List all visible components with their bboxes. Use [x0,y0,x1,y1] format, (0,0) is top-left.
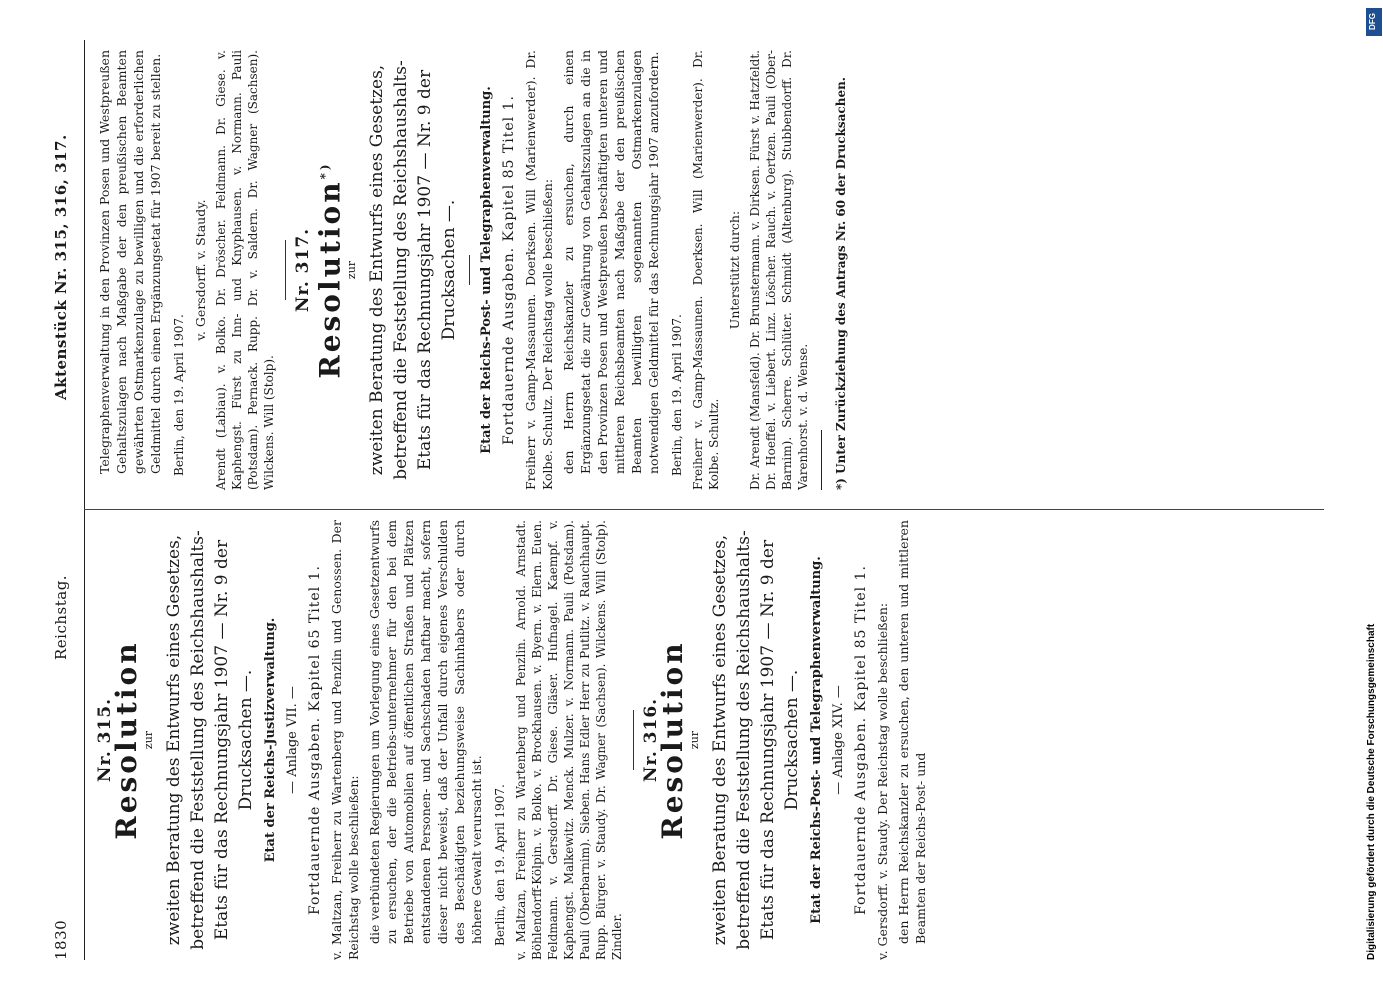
zur-label: zur [345,260,359,280]
zur-label: zur [688,730,701,750]
doc-number: Nr. 315. [95,697,115,783]
column-divider [84,509,1324,510]
motion-date: Berlin, den 19. April 1907. [172,314,186,476]
etat-heading: Etat der Reichs-Post- und Telegraphenverwaltung. [809,556,824,924]
motion-text-continued: Telegraphenverwaltung in den Provinzen Posen und Westpreußen Gehaltszulagen nach Maßgabe der den preußischen Beamten gewährten Ostmarkenzulage zu bewilligen und die erforderlichen Geldmittel durch einen Ergänzungsetat für 1907 bereit zu stellen. [97,50,163,474]
footnote-rule [821,430,822,490]
doc-heading-wrap [313,50,347,490]
section-divider [633,710,634,770]
etat-heading: Etat der Reichs-Post- und Telegraphenverwaltung. [479,86,495,454]
ausgaben-label: Fortdauernde Ausgaben. Kapitel 85 Titel 1. [501,95,518,445]
header-aktenstueck: Aktenstück Nr. 315, 316, 317. [52,134,70,400]
header-source: Reichstag. [52,574,70,660]
motion-date: Berlin, den 19. April 1907. [670,314,685,476]
motion-intro: v. Maltzan, Freiherr zu Wartenberg und Penzlin und Genossen. Der Reichstag wolle beschließen: [329,520,361,960]
doc-heading: Resolution [313,179,347,379]
doc-number: Nr. 316. [641,697,661,783]
footnote: *) Unter Zurückziehung des Antrags Nr. 60 der Drucksachen. [834,77,849,490]
anlage-label: — Anlage VII. — [285,686,300,794]
resolution-315 [96,520,625,960]
motion-text: den Herrn Reichskanzler zu ersuchen, den unteren und mittleren Beamten der Reichs-Post- und [896,520,928,944]
right-column [96,50,854,490]
motion-signers: Freiherr v. Gamp-Massaunen. Doerksen. Will (Marienwerder). Dr. Kolbe. Schultz. [691,50,722,490]
supported-label: Unterstützt durch: [727,210,743,330]
doc-heading: Resolution [656,640,689,840]
page-header [52,40,80,960]
title-divider [469,255,470,285]
dfg-logo: DFG [1366,8,1382,36]
doc-title: zweiten Beratung des Entwurfs eines Gesetzes, betreffend die Feststellung des Reichshaushalts-Etats für das Rechnungsjahr 1907 — Nr. 9 der Drucksachen —. [367,60,460,480]
anlage-label: — Anlage XIV. — [831,685,846,795]
ausgaben-label: Fortdauernde Ausgaben. Kapitel 65 Titel 1. [307,565,323,915]
section-divider [285,240,286,300]
resolution-316 [642,520,929,960]
motion-intro: v. Gersdorff. v. Staudy. Der Reichstag wolle beschließen: [875,602,890,960]
doc-heading: Resolution [110,640,143,840]
resolution-316-continued [96,50,277,490]
header-rule [84,40,85,960]
signatories: v. Maltzan, Freiherr zu Wartenberg und Penzlin. Arnold. Arnstadt. Böhlendorff-Kölpin. v. Bolko. v. Brockhausen. v. Byern. v. Elern. Euen. Feldmann. v. Gersdorff. Dr. Giese. Gläser. Hufnagel. Kaempf. v. Kaphengst. Malkewitz. Menck. Mulzer. v. Normann. Pauli (Potsdam). Pauli (Oberbarnim). Sieben. Hans Edler Herr zu Putlitz. v. Rauchhaupt. Rupp. Bürger. v. Staudy. Dr. Wagner (Sachsen). Wilckens. Will (Stolp). Zindler. [514,520,624,960]
footnote-marker: *) [318,161,332,180]
etat-heading: Etat der Reichs-Justizverwaltung. [263,617,278,863]
motion-text: den Herrn Reichskanzler zu ersuchen, durch einen Ergänzungsetat die zur Gewährung von Gehaltszulagen an die in den Provinzen Posen und Westpreußen beschäftigten unteren und mittleren Reichsbeamten nach Maßgabe der den preußischen Beamten bewilligten sogenannten Ostmarkenzulagen notwendigen Geldmittel für das Rechnungsjahr 1907 anzufordern. [561,50,662,474]
motion-signers: v. Gersdorff. v. Staudy. [193,199,208,341]
ausgaben-label: Fortdauernde Ausgaben. Kapitel 85 Titel 1. [853,565,869,915]
resolution-317 [294,50,850,490]
supporters: Dr. Arendt (Mansfeld). Dr. Brunstermann. v. Dirksen. Fürst v. Hatzfeldt. Dr. Hoeffel. v. Liebert. Linz. Löscher. Rauch. v. Oertzen. Pauli (Ober-Barnim). Scherre. Schlüter. Schmidt (Altenburg). Stubbendorff. Dr. Varenhorst. v. d. Wense. [748,50,811,490]
signatories: Arendt (Labiau). v. Bolko. Dr. Dröscher. Feldmann. Dr. Giese. v. Kaphengst. Fürst zu Inn- und Knyphausen. v. Normann. Pauli (Potsdam). Pernack. Rupp. Dr. v. Saldern. Dr. Wagner (Sachsen). Wilckens. Will (Stolp). [214,50,276,490]
motion-date: Berlin, den 19. April 1907. [493,784,507,946]
page-number: 1830 [52,919,70,960]
left-column [96,520,933,960]
motion-text: die verbündeten Regierungen um Vorlegung eines Gesetzentwurfs zu ersuchen, der die Betriebs-unternehmer für den bei dem Betriebe von Automobilen auf öffentlichen Straßen und Plätzen entstandenen Personen- und Sachschaden haftbar macht, sofern dieser nicht beweist, daß der Unfall durch eigenes Verschulden des Beschädigten beziehungsweise Sachinhabers oder durch höhere Gewalt verursacht ist. [367,520,484,944]
doc-title: zweiten Beratung des Entwurfs eines Gesetzes, betreffend die Feststellung des Reichshaushalts-Etats für das Rechnungsjahr 1907 — Nr. 9 der Drucksachen —. [710,530,802,950]
doc-title: zweiten Beratung des Entwurfs eines Gesetzes, betreffend die Feststellung des Reichshaushalts-Etats für das Rechnungsjahr 1907 — Nr. 9 der Drucksachen —. [164,530,256,950]
zur-label: zur [142,730,155,750]
digitization-credit: Digitalisierung gefördert durch die Deutsche Forschungsgemeinschaft [1366,623,1377,960]
doc-number: Nr. 317. [293,227,313,313]
motion-intro: Freiherr v. Gamp-Massaunen. Doerksen. Will (Marienwerder). Dr. Kolbe. Schultz. Der Reichstag wolle beschließen: [523,50,556,490]
